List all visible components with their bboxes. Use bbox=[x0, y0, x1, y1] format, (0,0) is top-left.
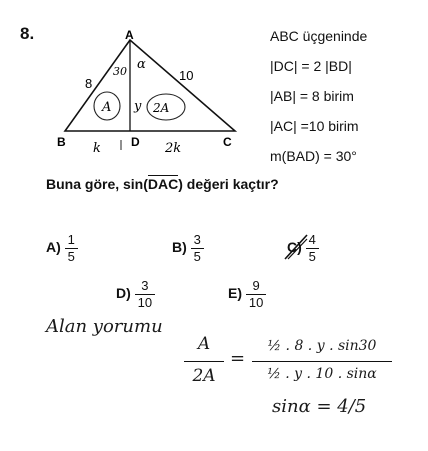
question-number: 8. bbox=[20, 24, 35, 43]
given-line-3: |AB| = 8 birim bbox=[270, 88, 354, 104]
option-e-num: 9 bbox=[246, 278, 266, 295]
option-a-num: 1 bbox=[65, 232, 78, 249]
selected-mark-icon bbox=[283, 233, 309, 261]
option-d-num: 3 bbox=[135, 278, 155, 295]
option-d-den: 10 bbox=[137, 295, 153, 310]
angle-dac-note: α bbox=[137, 57, 146, 72]
option-c-den: 5 bbox=[308, 249, 316, 264]
vertex-d: D bbox=[131, 135, 140, 149]
option-a-letter: A) bbox=[46, 239, 61, 256]
angle-bad-note: 30 bbox=[113, 65, 127, 78]
bd-note: k bbox=[93, 141, 101, 156]
dc-note: 2k bbox=[165, 141, 182, 156]
vertex-a: A bbox=[125, 28, 134, 42]
question-prompt bbox=[46, 176, 279, 192]
side-label-ab: 8 bbox=[85, 76, 93, 91]
vertex-b: B bbox=[57, 135, 66, 149]
area-right-note: 2A bbox=[153, 101, 170, 115]
side-label-ac: 10 bbox=[179, 68, 194, 83]
option-e-den: 10 bbox=[248, 295, 264, 310]
option-b-num: 3 bbox=[191, 232, 204, 249]
area-left-note: A bbox=[102, 100, 112, 115]
option-d[interactable] bbox=[116, 278, 155, 311]
option-a-den: 5 bbox=[67, 249, 75, 264]
option-e-letter: E) bbox=[228, 285, 242, 302]
solution-equals: = bbox=[230, 348, 246, 369]
given-line-4: |AC| =10 birim bbox=[270, 118, 359, 134]
option-d-letter: D) bbox=[116, 285, 131, 302]
option-c-letter-wrap bbox=[287, 239, 302, 255]
solution-rhs-num: ½ . 8 . y . sin30 bbox=[267, 338, 377, 354]
prompt-angle: DAC bbox=[147, 176, 179, 192]
option-e[interactable] bbox=[228, 278, 266, 311]
option-c[interactable] bbox=[287, 232, 319, 265]
vertex-c: C bbox=[223, 135, 232, 149]
triangle-figure bbox=[55, 28, 255, 158]
solution-lhs-den: 2A bbox=[192, 366, 216, 386]
given-line-1: ABC üçgeninde bbox=[270, 28, 368, 44]
option-b-den: 5 bbox=[193, 249, 201, 264]
option-c-num: 4 bbox=[306, 232, 319, 249]
solution-rhs-bar bbox=[252, 361, 392, 362]
option-c-letter: C) bbox=[287, 239, 302, 256]
given-line-5: m(BAD) = 30° bbox=[270, 148, 357, 164]
solution-result: sinα = 4/5 bbox=[272, 396, 367, 417]
handwritten-note: Alan yorumu bbox=[46, 316, 163, 337]
prompt-suffix: ) değeri kaçtır? bbox=[178, 176, 279, 192]
option-b-letter: B) bbox=[172, 239, 187, 256]
height-note: y bbox=[134, 99, 142, 114]
given-line-2: |DC| = 2 |BD| bbox=[270, 58, 352, 74]
option-a[interactable] bbox=[46, 232, 78, 265]
prompt-prefix: Buna göre, sin( bbox=[46, 176, 148, 192]
solution-lhs-num: A bbox=[197, 334, 211, 354]
option-b[interactable] bbox=[172, 232, 204, 265]
solution-rhs-den: ½ . y . 10 . sinα bbox=[267, 366, 377, 382]
solution-lhs-bar bbox=[184, 361, 224, 362]
